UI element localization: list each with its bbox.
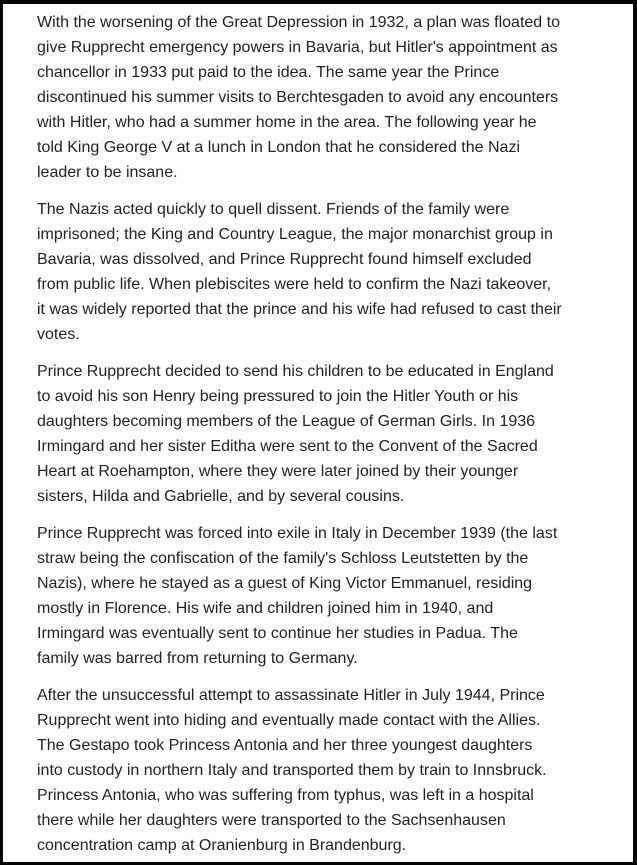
text-line: The Nazis acted quickly to quell dissent. Friends of the family were	[37, 201, 510, 218]
text-line: discontinued his summer visits to Berchtesgaden to avoid any encounters	[37, 89, 559, 106]
text-line: sisters, Hilda and Gabrielle, and by several cousins.	[37, 488, 405, 505]
text-line: from public life. When plebiscites were held to confirm the Nazi takeover,	[37, 276, 552, 293]
text-line: concentration camp at Oranienburg in Brandenburg.	[37, 837, 407, 854]
text-line: The Gestapo took Princess Antonia and her three youngest daughters	[37, 737, 533, 754]
text-line: Heart at Roehampton, where they were later joined by their younger	[37, 463, 519, 480]
text-line: Prince Rupprecht decided to send his children to be educated in England	[37, 363, 554, 380]
text-line: leader to be insane.	[37, 164, 178, 181]
text-line: told King George V at a lunch in London that he considered the Nazi	[37, 139, 520, 156]
document-page	[3, 4, 633, 862]
text-line: Prince Rupprecht was forced into exile in Italy in December 1939 (the last	[37, 525, 558, 542]
paragraph-children-england	[37, 359, 633, 509]
text-line: chancellor in 1933 put paid to the idea. The same year the Prince	[37, 64, 500, 81]
text-line: imprisoned; the King and Country League, the major monarchist group in	[37, 226, 553, 243]
text-line: with Hitler, who had a summer home in the area. The following year he	[37, 114, 537, 131]
text-line: Bavaria, was dissolved, and Prince Rupprecht found himself excluded	[37, 251, 532, 268]
text-line: give Rupprecht emergency powers in Bavaria, but Hitler's appointment as	[37, 39, 558, 56]
article-body	[37, 10, 633, 862]
text-line: mostly in Florence. His wife and children joined him in 1940, and	[37, 600, 494, 617]
paragraph-exile-italy	[37, 521, 633, 671]
text-line: votes.	[37, 326, 80, 343]
text-line: Nazis), where he stayed as a guest of King Victor Emmanuel, residing	[37, 575, 533, 592]
text-line: Irmingard and her sister Editha were sent to the Convent of the Sacred	[37, 438, 538, 455]
paragraph-july-plot	[37, 683, 633, 862]
text-line: daughters becoming members of the League of German Girls. In 1936	[37, 413, 536, 430]
text-line: there while her daughters were transported to the Sachsenhausen	[37, 812, 506, 829]
text-line: Irmingard was eventually sent to continue her studies in Padua. The	[37, 625, 518, 642]
text-line: Princess Antonia, who was suffering from typhus, was left in a hospital	[37, 787, 534, 804]
text-line: Rupprecht went into hiding and eventually made contact with the Allies.	[37, 712, 541, 729]
paragraph-great-depression	[37, 10, 633, 185]
paragraph-nazi-dissent	[37, 197, 633, 347]
text-line: With the worsening of the Great Depression in 1932, a plan was floated to	[37, 14, 560, 31]
text-line: straw being the confiscation of the family's Schloss Leutstetten by the	[37, 550, 529, 567]
text-line: family was barred from returning to Germany.	[37, 650, 358, 667]
text-line: into custody in northern Italy and transported them by train to Innsbruck.	[37, 762, 547, 779]
text-line: it was widely reported that the prince and his wife had refused to cast their	[37, 301, 562, 318]
text-line: to avoid his son Henry being pressured to join the Hitler Youth or his	[37, 388, 519, 405]
text-line: After the unsuccessful attempt to assassinate Hitler in July 1944, Prince	[37, 687, 545, 704]
